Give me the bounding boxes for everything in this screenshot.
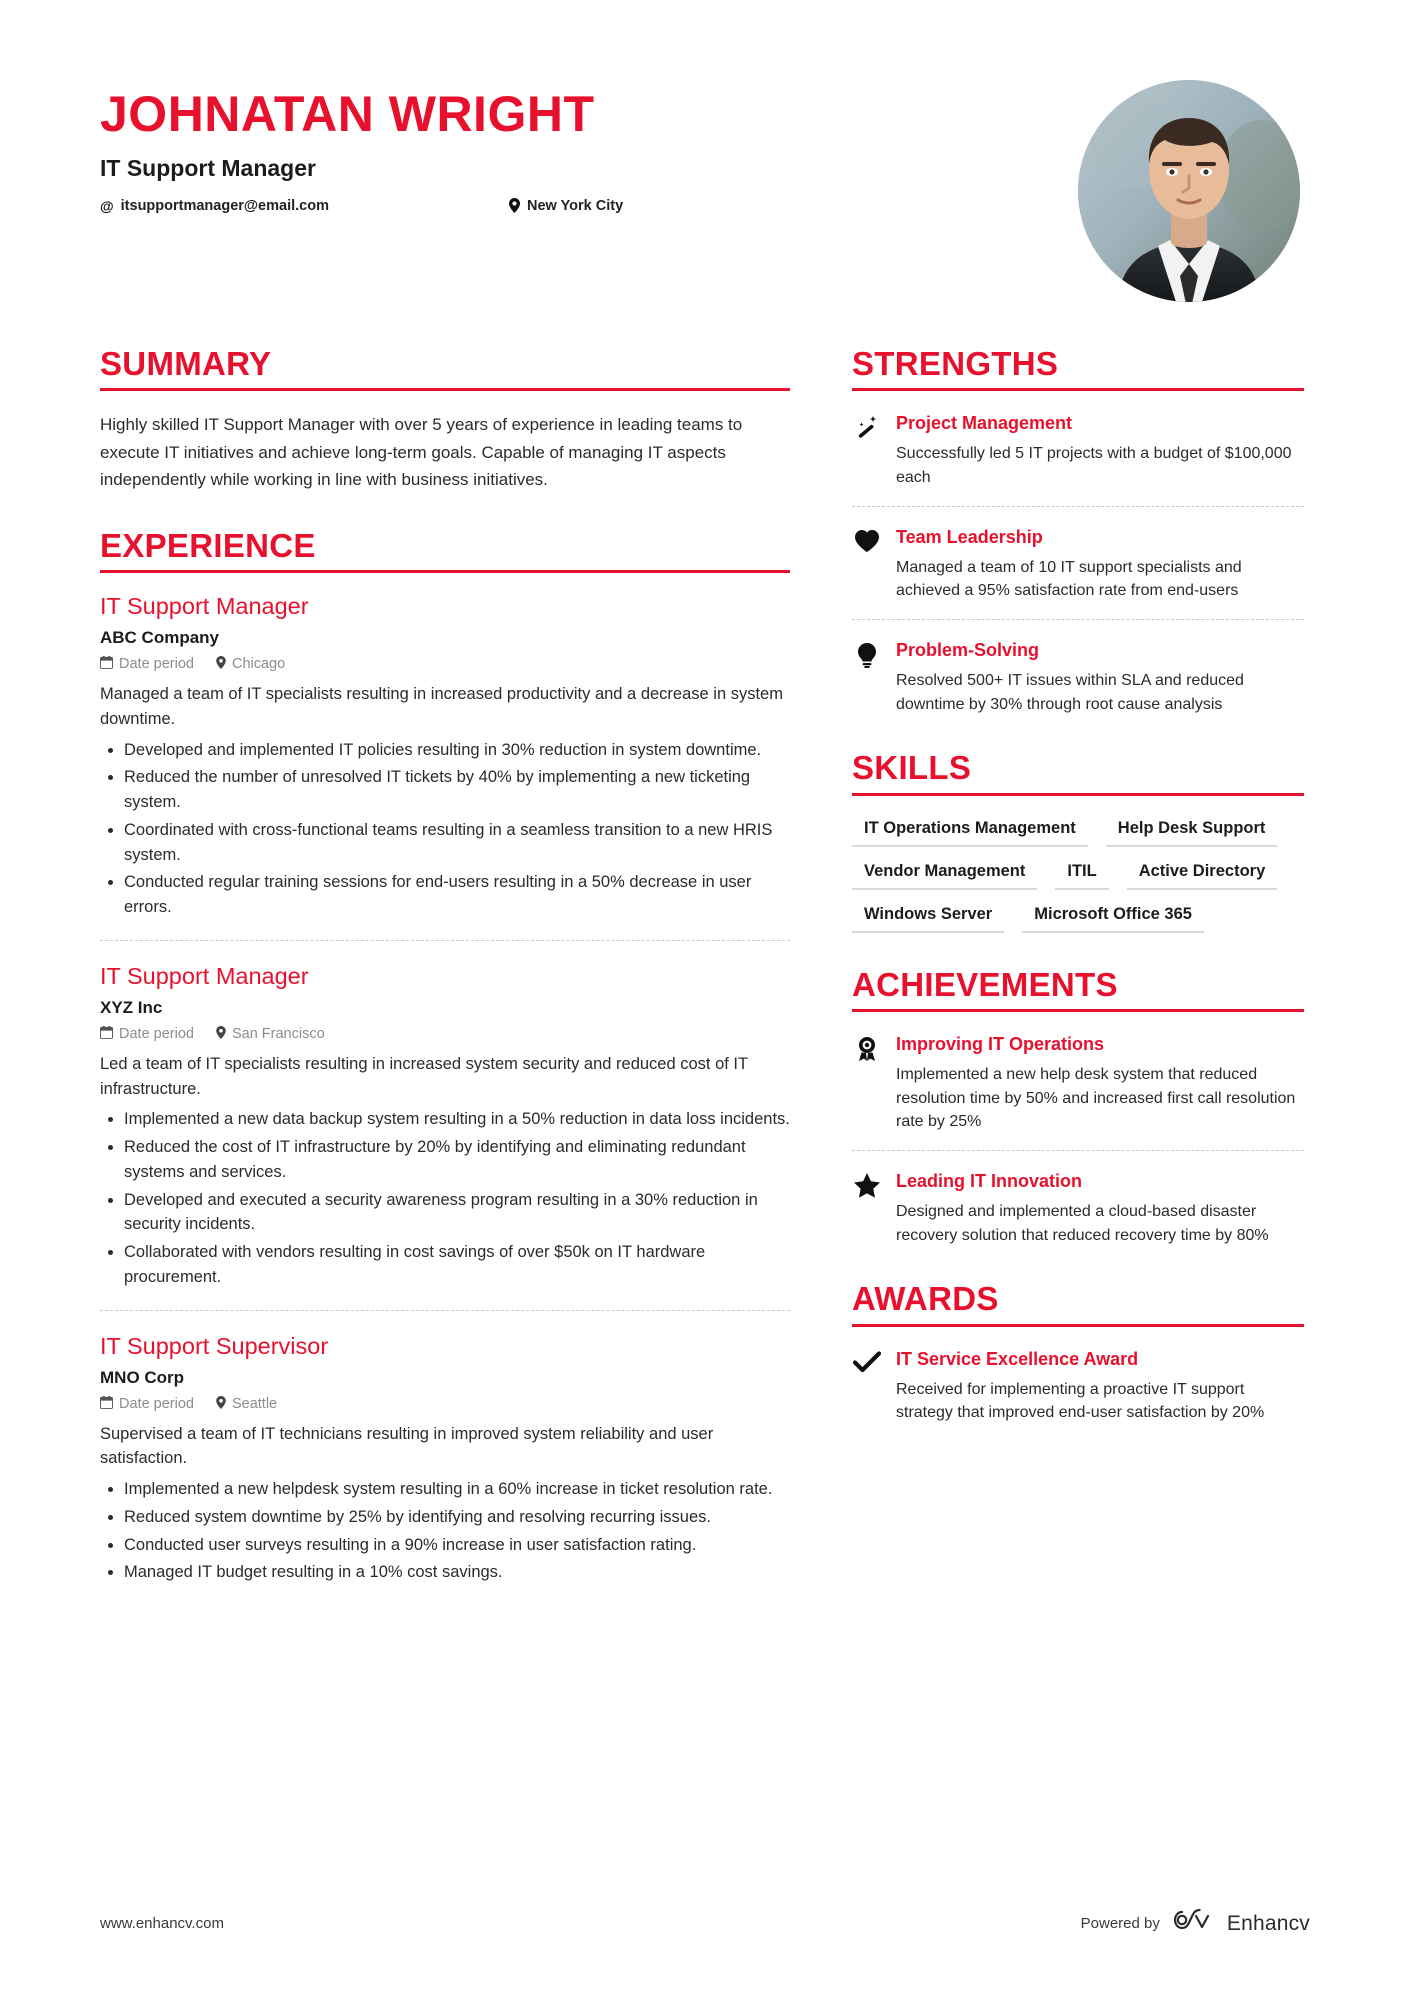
skill-tag: ITIL [1055, 859, 1108, 890]
job-location-text: Chicago [231, 656, 286, 673]
job-bullet: • Reduced the number of unresolved IT tickets by 40% by implementing a new ticketing system. [124, 765, 790, 815]
header-left [100, 80, 623, 215]
section-summary [100, 346, 790, 494]
strength-title: Problem-Solving [896, 639, 1040, 660]
job-bullet: • Coordinated with cross-functional teams resulting in a seamless transition to a new HRIS system. [124, 818, 790, 868]
strength-desc: Managed a team of 10 IT support specialists and achieved a 95% satisfaction rate from end-users [896, 558, 1242, 600]
resume-header [100, 80, 1310, 302]
job-bullet: • Conducted user surveys resulting in a 90% increase in user satisfaction rating. [124, 1533, 790, 1558]
job-company: MNO Corp [100, 1367, 185, 1387]
section-skills [852, 750, 1304, 932]
award-medal-icon [852, 1034, 882, 1134]
candidate-name: JOHNATAN WRIGHT [100, 86, 595, 142]
lightbulb-icon [852, 640, 882, 716]
calendar-icon [100, 1396, 113, 1412]
email-text: itsupportmanager@email.com [120, 198, 329, 214]
skill-tag: Windows Server [852, 902, 1004, 933]
skills-rule [852, 793, 1304, 796]
job-bullet: • Implemented a new helpdesk system resulting in a 60% increase in ticket resolution rate. [124, 1477, 790, 1502]
job-title: IT Support Manager [100, 593, 309, 620]
brand-name: Enhancv [1226, 1911, 1310, 1935]
skill-tag: Vendor Management [852, 859, 1037, 890]
heart-icon [852, 527, 882, 603]
job-date-text: Date period [119, 1025, 194, 1042]
experience-item [100, 1333, 790, 1586]
avatar [1078, 80, 1300, 302]
brand [1174, 1908, 1310, 1939]
job-description: Led a team of IT specialists resulting in increased system security and reduced cost of IT infrastructure. [100, 1054, 748, 1098]
map-pin-icon [216, 1396, 226, 1412]
job-title: IT Support Manager [100, 962, 309, 989]
achievement-item [852, 1169, 1304, 1247]
contact-email[interactable] [100, 198, 329, 214]
footer-url[interactable]: www.enhancv.com [100, 1915, 224, 1932]
experience-heading: EXPERIENCE [100, 526, 316, 564]
achievement-body [896, 1034, 1304, 1134]
job-location [216, 1396, 277, 1412]
job-bullets [100, 1107, 790, 1289]
divider [852, 619, 1304, 620]
job-date [100, 656, 194, 672]
job-meta [100, 1396, 790, 1412]
award-desc: Received for implementing a proactive IT support strategy that improved end-user satisfaction by 20% [896, 1380, 1265, 1422]
skill-tag: Help Desk Support [1106, 816, 1278, 847]
resume-body [100, 346, 1310, 1619]
candidate-role: IT Support Manager [100, 154, 316, 181]
check-icon [852, 1349, 882, 1425]
divider [100, 1310, 790, 1311]
summary-rule [100, 388, 790, 391]
powered-by-label: Powered by [1080, 1915, 1160, 1932]
strength-title: Team Leadership [896, 526, 1043, 547]
job-description: Managed a team of IT specialists resulting in increased productivity and a decrease in system downtime. [100, 685, 783, 728]
strengths-rule [852, 388, 1304, 391]
job-bullet: • Managed IT budget resulting in a 10% cost savings. [124, 1560, 790, 1585]
experience-item [100, 963, 790, 1290]
job-title: IT Support Supervisor [100, 1332, 329, 1359]
divider [852, 1150, 1304, 1151]
map-pin-icon [216, 656, 226, 672]
job-bullets [100, 738, 790, 920]
skills-list [852, 816, 1304, 933]
strength-item [852, 638, 1304, 716]
job-date [100, 1396, 194, 1412]
award-title: IT Service Excellence Award [896, 1348, 1139, 1369]
section-experience [100, 528, 790, 1585]
job-date [100, 1026, 194, 1042]
award-body [896, 1349, 1304, 1425]
experience-item [100, 593, 790, 920]
achievement-desc: Implemented a new help desk system that reduced resolution time by 50% and increased first call resolution rate by 25% [896, 1065, 1296, 1131]
magic-wand-icon [852, 413, 882, 489]
achievement-desc: Designed and implemented a cloud-based disaster recovery solution that reduced recovery time by 80% [896, 1202, 1269, 1244]
achievement-item [852, 1032, 1304, 1134]
job-company: ABC Company [100, 628, 220, 648]
left-column [100, 346, 790, 1619]
achievements-rule [852, 1009, 1304, 1012]
strength-body [896, 413, 1304, 489]
right-column [852, 346, 1304, 1619]
awards-rule [852, 1324, 1304, 1327]
calendar-icon [100, 656, 113, 672]
achievement-title: Improving IT Operations [896, 1033, 1105, 1054]
job-location [216, 1026, 325, 1042]
summary-heading: SUMMARY [100, 345, 272, 382]
skill-tag: Microsoft Office 365 [1022, 902, 1204, 933]
map-pin-icon [216, 1026, 226, 1042]
at-icon: @ [100, 198, 114, 214]
job-bullet: • Developed and executed a security awareness program resulting in a 30% reduction in security incidents. [124, 1188, 790, 1238]
skill-tag: IT Operations Management [852, 816, 1088, 847]
job-bullet: • Reduced system downtime by 25% by identifying and resolving recurring issues. [124, 1505, 790, 1530]
strength-title: Project Management [896, 413, 1073, 434]
job-location-text: San Francisco [231, 1025, 325, 1042]
strength-desc: Successfully led 5 IT projects with a budget of $100,000 each [896, 445, 1292, 486]
location-text: New York City [526, 198, 624, 214]
skills-heading: SKILLS [852, 749, 972, 787]
job-meta [100, 1026, 790, 1042]
divider [100, 940, 790, 941]
achievement-body [896, 1171, 1304, 1247]
achievements-heading: ACHIEVEMENTS [852, 965, 1118, 1003]
achievement-title: Leading IT Innovation [896, 1170, 1082, 1191]
star-icon [852, 1171, 882, 1247]
section-achievements [852, 967, 1304, 1248]
job-bullet: • Implemented a new data backup system resulting in a 50% reduction in data loss incidents. [124, 1107, 790, 1132]
strengths-heading: STRENGTHS [852, 345, 1059, 382]
job-date-text: Date period [119, 1395, 194, 1412]
strength-body [896, 527, 1304, 603]
job-meta [100, 656, 790, 672]
contact-row [100, 198, 623, 215]
job-date-text: Date period [119, 656, 194, 673]
awards-heading: AWARDS [852, 1280, 999, 1318]
job-description: Supervised a team of IT technicians resulting in improved system reliability and user satisfaction. [100, 1424, 714, 1468]
map-pin-icon [509, 198, 520, 215]
strength-item [852, 411, 1304, 489]
section-strengths [852, 346, 1304, 716]
award-item [852, 1347, 1304, 1425]
section-awards [852, 1281, 1304, 1425]
page-footer [100, 1908, 1310, 1939]
strength-item [852, 525, 1304, 603]
skill-tag: Active Directory [1127, 859, 1278, 890]
job-bullet: • Reduced the cost of IT infrastructure by 20% by identifying and eliminating redundant systems and services. [124, 1135, 790, 1185]
enhancv-logo-icon [1174, 1908, 1218, 1939]
job-bullets [100, 1477, 790, 1585]
strength-desc: Resolved 500+ IT issues within SLA and reduced downtime by 30% through root cause analysis [896, 671, 1244, 713]
job-location-text: Seattle [231, 1395, 278, 1412]
divider [852, 506, 1304, 507]
job-bullet: • Collaborated with vendors resulting in cost savings of over $50k on IT hardware procurement. [124, 1240, 790, 1290]
summary-text: Highly skilled IT Support Manager with over 5 years of experience in leading teams to execute IT initiatives and achieve long-term goals. Capable of managing IT aspects independently while working in line with business initiatives. [100, 415, 743, 490]
calendar-icon [100, 1026, 113, 1042]
strength-body [896, 640, 1304, 716]
avatar-image [1078, 80, 1300, 302]
experience-rule [100, 570, 790, 573]
contact-location [509, 198, 623, 215]
footer-brand-area [1081, 1908, 1310, 1939]
job-company: XYZ Inc [100, 997, 163, 1017]
job-location [216, 656, 285, 672]
job-bullet: • Conducted regular training sessions for end-users resulting in a 50% decrease in user errors. [124, 870, 790, 920]
job-bullet: • Developed and implemented IT policies resulting in 30% reduction in system downtime. [124, 738, 790, 763]
